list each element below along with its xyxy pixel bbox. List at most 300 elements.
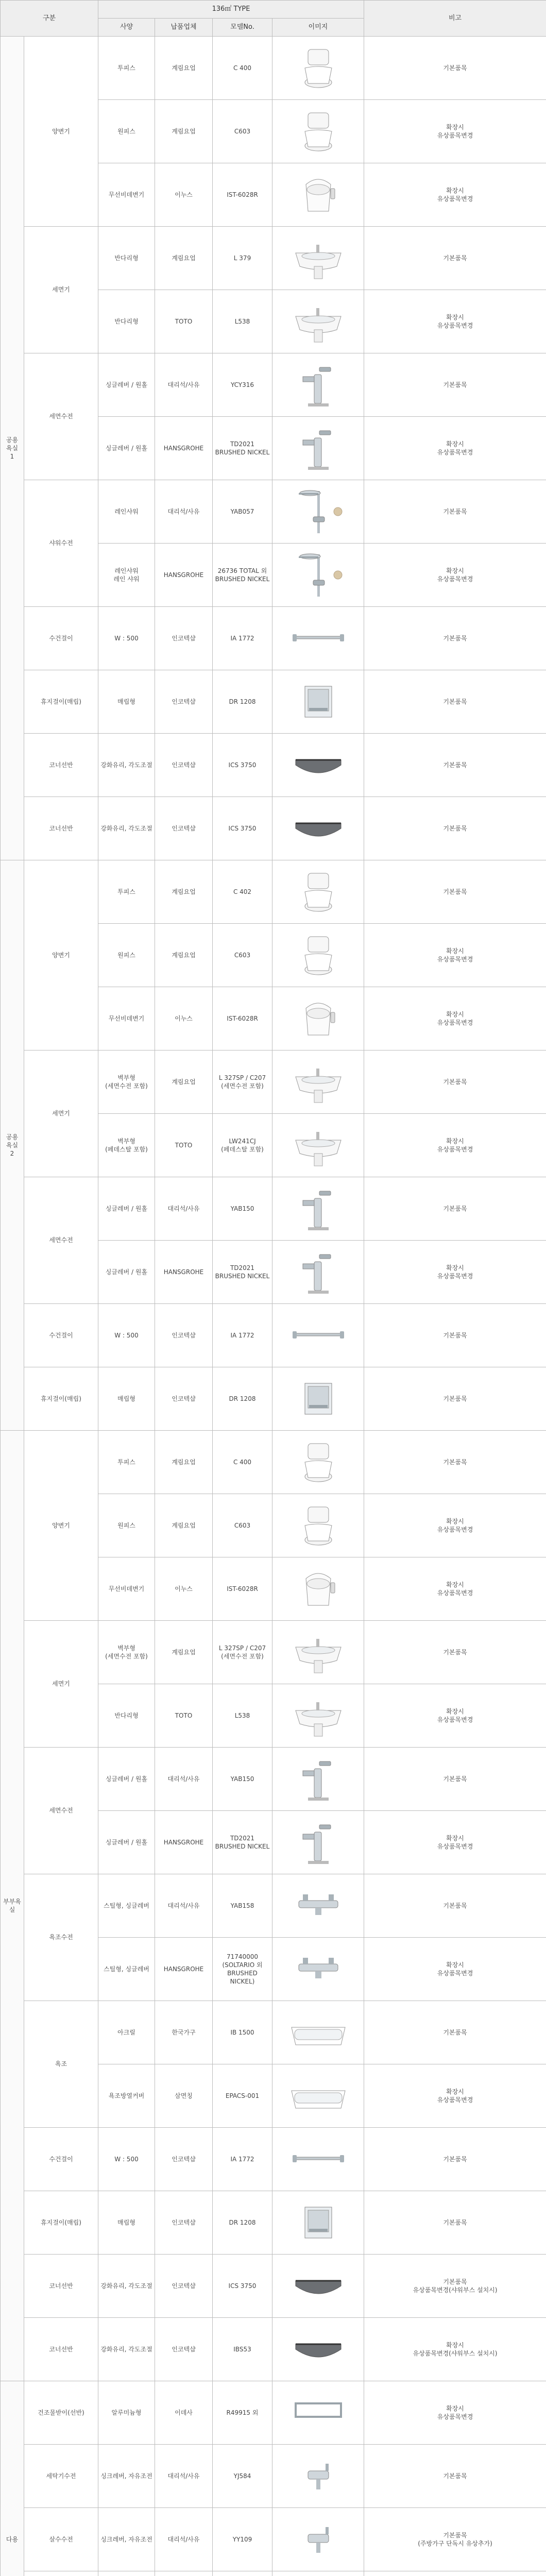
image-cell (272, 163, 364, 227)
header-type-group: 136㎡ TYPE (98, 1, 364, 19)
image-cell (272, 1241, 364, 1304)
remark-cell: 기본품목 (364, 227, 546, 290)
image-cell (272, 1621, 364, 1684)
brand-cell: 인코텍샵 (155, 2255, 213, 2318)
spec-cell: 싱글레버 / 원홀 (98, 1241, 155, 1304)
model-cell: IST-6028R (213, 987, 272, 1050)
toilet-bidet-image (274, 169, 362, 221)
brand-cell: 대리석/사유 (155, 480, 213, 544)
brand-cell: 인코텍샵 (155, 1304, 213, 1367)
image-cell (272, 1050, 364, 1114)
location-cell: 양변기 (24, 1431, 98, 1621)
brand-cell: 인코텍샵 (155, 2191, 213, 2255)
image-cell (272, 2318, 364, 2381)
brand-cell: 대리석/사유 (155, 1748, 213, 1811)
table-row (1, 1748, 546, 1811)
image-cell (272, 227, 364, 290)
table-row (1, 1304, 546, 1367)
table-row (1, 2571, 546, 2576)
table-row (1, 734, 546, 797)
model-cell: DR 1208 (213, 670, 272, 734)
image-cell (272, 2571, 364, 2576)
header-location: 사양 (98, 19, 155, 37)
header-model: 모델No. (213, 19, 272, 37)
toilet-image (274, 929, 362, 981)
spec-cell: 레인샤워 (98, 480, 155, 544)
model-cell: YAB057 (213, 480, 272, 544)
spec-cell: 싱글레버 / 원홀 (98, 1177, 155, 1241)
header-brand: 납품업체 (155, 19, 213, 37)
model-cell: TD2021 BRUSHED NICKEL (213, 417, 272, 480)
remark-cell: 확장시 유상품목변경 (364, 1684, 546, 1748)
remark-cell: 확장시 유상품목변경 (364, 1811, 546, 1874)
remark-cell: 확장시 유상품목변경 (364, 1241, 546, 1304)
location-cell: 세면수전 (24, 1177, 98, 1304)
bathtub-image (274, 2070, 362, 2122)
spec-cell: 매립형 (98, 670, 155, 734)
model-cell: C603 (213, 100, 272, 163)
remark-cell: 기본품목 (364, 1050, 546, 1114)
image-cell (272, 1367, 364, 1431)
spec-cell: 매립형 (98, 1367, 155, 1431)
basin-image (274, 1056, 362, 1108)
spec-cell: 벽부형 (세면수전 포함) (98, 1621, 155, 1684)
spec-cell: 싱글레버 / 원홀 (98, 1811, 155, 1874)
location-cell: 코너선반 (24, 797, 98, 860)
model-cell: C 402 (213, 860, 272, 924)
corner-image (274, 739, 362, 791)
brand-cell: HANSGROHE (155, 1938, 213, 2001)
remark-cell: 기본품목 유상품목변경(샤워부스 설치시) (364, 2255, 546, 2318)
brand-cell: 계림요업 (155, 1494, 213, 1557)
location-cell: 수건걸이 (24, 1304, 98, 1367)
model-cell: TD2021 BRUSHED NICKEL (213, 1811, 272, 1874)
location-cell: 건조물받이(선반) (24, 2381, 98, 2445)
model-cell: YY109 (213, 2508, 272, 2571)
model-cell: C603 (213, 924, 272, 987)
brand-cell: HANSGROHE (155, 544, 213, 607)
spec-cell: 무선비데변기 (98, 987, 155, 1050)
model-cell: IST-6028R (213, 1557, 272, 1621)
spec-cell: 아크릴 (98, 2001, 155, 2064)
image-cell (272, 607, 364, 670)
spec-cell: 반다리형 (98, 227, 155, 290)
basin-image (274, 232, 362, 284)
washfaucet-image (274, 2514, 362, 2565)
image-cell (272, 1684, 364, 1748)
model-cell: L 379 (213, 227, 272, 290)
header-remark: 비고 (364, 1, 546, 37)
brand-cell: 인코텍샵 (155, 797, 213, 860)
location-cell: 세면수전 (24, 1748, 98, 1874)
location-cell: 욕조수전 (24, 1874, 98, 2001)
brand-cell: TOTO (155, 290, 213, 353)
location-cell: 샤워수전 (24, 480, 98, 607)
corner-image (274, 2324, 362, 2375)
remark-cell: 기본품목 (364, 1367, 546, 1431)
image-cell (272, 544, 364, 607)
group-label: 공용 욕실 1 (1, 37, 24, 860)
spec-cell: 강화유리, 각도조절 (98, 2255, 155, 2318)
brand-cell: 대리석/사유 (155, 2445, 213, 2508)
faucet-image (274, 1753, 362, 1805)
model-cell: DR 1208 (213, 1367, 272, 1431)
image-cell (272, 1557, 364, 1621)
location-cell: 휴지걸이(매립) (24, 670, 98, 734)
remark-cell: 기본품목 (364, 1621, 546, 1684)
model-cell: L538 (213, 1684, 272, 1748)
brand-cell: 계림요업 (155, 37, 213, 100)
brand-cell: 인코텍샵 (155, 2318, 213, 2381)
washfaucet-image (274, 2450, 362, 2502)
faucet-image (274, 422, 362, 474)
table-header (1, 1, 546, 37)
towelbar-image (274, 2133, 362, 2185)
location-cell: 욕조 (24, 2001, 98, 2128)
model-cell: R49915 외 (213, 2381, 272, 2445)
spec-cell: 스틸형, 싱글레버 (98, 1874, 155, 1938)
header-section: 구분 (1, 1, 98, 37)
image-cell (272, 1114, 364, 1177)
table-row (1, 2255, 546, 2318)
image-cell (272, 353, 364, 417)
image-cell (272, 417, 364, 480)
remark-cell: 확장시 유상품목변경 (364, 163, 546, 227)
remark-cell: 기본품목 (364, 1304, 546, 1367)
image-cell (272, 924, 364, 987)
model-cell: IST-6028R (213, 163, 272, 227)
rack-image (274, 2387, 362, 2438)
table-row (1, 2445, 546, 2508)
table-row (1, 353, 546, 417)
model-cell: TD2021 BRUSHED NICKEL (213, 1241, 272, 1304)
spec-cell: 벽부형 (페데스탈 포함) (98, 1114, 155, 1177)
image-cell (272, 1811, 364, 1874)
brand-cell: 대리석/사유 (155, 1177, 213, 1241)
remark-cell: 확장시 유상품목변경 (364, 290, 546, 353)
image-cell (272, 37, 364, 100)
model-cell (213, 2571, 272, 2576)
table-row (1, 860, 546, 924)
table-row (1, 2128, 546, 2191)
remark-cell: 기본품목 (364, 2001, 546, 2064)
spec-cell: 투피스 (98, 860, 155, 924)
remark-cell: 기본품목 (364, 37, 546, 100)
brand-cell: 계림요업 (155, 860, 213, 924)
brand-cell: HANSGROHE (155, 1811, 213, 1874)
remark-cell: 확장시 유상품목변경 (364, 2064, 546, 2128)
spec-cell: 레인샤워 레인 샤워 (98, 544, 155, 607)
model-cell: C603 (213, 1494, 272, 1557)
model-cell: YAB150 (213, 1748, 272, 1811)
spec-cell: 투피스 (98, 37, 155, 100)
model-cell: ICS 3750 (213, 734, 272, 797)
paperholder-image (274, 676, 362, 727)
brand-cell: 계림요업 (155, 1050, 213, 1114)
image-cell (272, 480, 364, 544)
image-cell (272, 1748, 364, 1811)
image-cell (272, 1938, 364, 2001)
remark-cell: 확장시 유상품목변경(샤워부스 설치시) (364, 2318, 546, 2381)
model-cell: L 327SP / C207 (세면수전 포함) (213, 1621, 272, 1684)
image-cell (272, 1304, 364, 1367)
image-cell (272, 2001, 364, 2064)
brand-cell: TOTO (155, 1684, 213, 1748)
spec-cell: 싱글레버 / 원홀 (98, 353, 155, 417)
image-cell (272, 1177, 364, 1241)
brand-cell: 이누스 (155, 163, 213, 227)
spec-cell: 원피스 (98, 1494, 155, 1557)
location-cell: 휴지걸이(매립) (24, 1367, 98, 1431)
table-row (1, 1621, 546, 1684)
basin-image (274, 296, 362, 347)
brand-cell: 인코텍샵 (155, 1367, 213, 1431)
image-cell (272, 2128, 364, 2191)
brand-cell: 이누스 (155, 1557, 213, 1621)
remark-cell: 확장시 유상품목변경 (364, 1114, 546, 1177)
faucet-image (274, 1246, 362, 1298)
image-cell (272, 290, 364, 353)
brand-cell: 계림요업 (155, 227, 213, 290)
bathfaucet-image (274, 1943, 362, 1995)
remark-cell: 기본품목 (364, 1874, 546, 1938)
brand-cell: 이데사 (155, 2381, 213, 2445)
brand-cell: HANSGROHE (155, 1241, 213, 1304)
faucet-image (274, 1817, 362, 1868)
corner-image (274, 803, 362, 854)
location-cell (24, 2571, 98, 2576)
brand-cell: 인코텍샵 (155, 670, 213, 734)
toilet-image (274, 866, 362, 918)
spec-cell: 투피스 (98, 1431, 155, 1494)
remark-cell: 기본품목 (364, 797, 546, 860)
spec-cell: 원피스 (98, 924, 155, 987)
brand-cell: 이누스 (155, 987, 213, 1050)
brand-cell: 계림요업 (155, 924, 213, 987)
remark-cell: 확장시 유상품목변경 (364, 1557, 546, 1621)
location-cell: 세면기 (24, 227, 98, 353)
location-cell: 수건걸이 (24, 2128, 98, 2191)
model-cell: C 400 (213, 37, 272, 100)
toilet-bidet-image (274, 993, 362, 1044)
brand-cell: 삼면칭 (155, 2064, 213, 2128)
remark-cell: 확장시 유상품목변경 (364, 544, 546, 607)
spec-cell: 강화유리, 각도조절 (98, 734, 155, 797)
shower-image (274, 486, 362, 537)
spec-cell: 강화유리, 각도조절 (98, 797, 155, 860)
spec-cell: 강화유리, 각도조절 (98, 2318, 155, 2381)
image-cell (272, 797, 364, 860)
remark-cell: 확장시 유상품목변경 (364, 100, 546, 163)
model-cell: YAB150 (213, 1177, 272, 1241)
remark-cell: 기본품목 (364, 1431, 546, 1494)
table-row (1, 37, 546, 100)
model-cell: L538 (213, 290, 272, 353)
remark-cell: 확장시 유상품목변경 (364, 1494, 546, 1557)
model-cell: IB 1500 (213, 2001, 272, 2064)
location-cell: 휴지걸이(매립) (24, 2191, 98, 2255)
model-cell: YAB158 (213, 1874, 272, 1938)
location-cell: 양변기 (24, 860, 98, 1050)
brand-cell: 계림요업 (155, 100, 213, 163)
image-cell (272, 734, 364, 797)
table-row (1, 1050, 546, 1114)
bathtub-image (274, 2007, 362, 2058)
table-row (1, 1177, 546, 1241)
location-cell: 세탁기수전 (24, 2445, 98, 2508)
group-label: 부부욕실 (1, 1431, 24, 2381)
remark-cell: 확장시 유상품목변경 (364, 2381, 546, 2445)
model-cell: C 400 (213, 1431, 272, 1494)
spec-cell: 반다리형 (98, 290, 155, 353)
image-cell (272, 987, 364, 1050)
model-cell: EPACS-001 (213, 2064, 272, 2128)
remark-cell: 확장시 유상품목변경 (364, 1938, 546, 2001)
location-cell: 양변기 (24, 37, 98, 227)
remark-cell: 기본품목 (364, 1748, 546, 1811)
table-row (1, 1431, 546, 1494)
remark-cell: 확장시 유상품목변경 (364, 987, 546, 1050)
paperholder-image (274, 2197, 362, 2248)
remark-cell: 기본품목 (364, 2445, 546, 2508)
remark-cell: 기본품목 (364, 353, 546, 417)
model-cell: LW241CJ (페데스탈 포함) (213, 1114, 272, 1177)
location-cell: 살수수전 (24, 2508, 98, 2571)
table-row (1, 227, 546, 290)
faucet-image (274, 359, 362, 411)
brand-cell: 인코텍샵 (155, 2128, 213, 2191)
table-row (1, 2381, 546, 2445)
model-cell: IA 1772 (213, 2128, 272, 2191)
paperholder-image (274, 1373, 362, 1425)
spec-cell: 싱크레버, 자유조전 (98, 2445, 155, 2508)
image-cell (272, 2255, 364, 2318)
spec-cell: 매립형 (98, 2191, 155, 2255)
model-cell: 26736 TOTAL 외 BRUSHED NICKEL (213, 544, 272, 607)
group-label: 다용 (1, 2381, 24, 2576)
toilet-image (274, 1500, 362, 1551)
location-cell: 세면기 (24, 1050, 98, 1177)
location-cell: 수건걸이 (24, 607, 98, 670)
brand-cell: 인코텍샵 (155, 734, 213, 797)
table-row (1, 2318, 546, 2381)
remark-cell: 기본품목 (364, 734, 546, 797)
basin-image (274, 1626, 362, 1678)
spec-cell: W : 500 (98, 2128, 155, 2191)
spec-cell: 싱글레버 / 원홀 (98, 417, 155, 480)
image-cell (272, 2381, 364, 2445)
remark-cell: 확장시 유상품목변경 (364, 417, 546, 480)
towelbar-image (274, 1310, 362, 1361)
image-cell (272, 1431, 364, 1494)
model-cell: ICS 3750 (213, 797, 272, 860)
remark-cell: 기본품목 (364, 480, 546, 544)
model-cell: 71740000 (SOLTARIO 외 BRUSHED NICKEL) (213, 1938, 272, 2001)
image-cell (272, 100, 364, 163)
brand-cell: HANSGROHE (155, 417, 213, 480)
towelbar-image (274, 613, 362, 664)
model-cell: IBS53 (213, 2318, 272, 2381)
image-cell (272, 860, 364, 924)
spec-cell: 반다리형 (98, 1684, 155, 1748)
image-cell (272, 2191, 364, 2255)
basin-image (274, 1120, 362, 1171)
toilet-image (274, 1436, 362, 1488)
table-row (1, 1367, 546, 1431)
toilet-bidet-image (274, 1563, 362, 1615)
image-cell (272, 1874, 364, 1938)
table-row (1, 607, 546, 670)
location-cell: 코너선반 (24, 2318, 98, 2381)
spec-cell: W : 500 (98, 1304, 155, 1367)
spec-cell (98, 2571, 155, 2576)
remark-cell: 기본품목 (주방가구 단독시 유상추가) (364, 2508, 546, 2571)
brand-cell: 대리석/사유 (155, 2508, 213, 2571)
brand-cell: 대리석/사유 (155, 1874, 213, 1938)
remark-cell: 확장시 유상품목변경 (364, 924, 546, 987)
model-cell: IA 1772 (213, 607, 272, 670)
spec-cell: 무선비데변기 (98, 163, 155, 227)
table-row (1, 670, 546, 734)
remark-cell: 기본품목 (364, 2128, 546, 2191)
location-cell: 세면기 (24, 1621, 98, 1748)
remark-cell: 기본품목 (364, 670, 546, 734)
toilet-image (274, 42, 362, 94)
group-label: 공용 욕실 2 (1, 860, 24, 1431)
bathfaucet-image (274, 1880, 362, 1931)
image-cell (272, 2064, 364, 2128)
image-cell (272, 1494, 364, 1557)
brand-cell: 대리석/사유 (155, 353, 213, 417)
table-row (1, 2191, 546, 2255)
model-cell: L 327SP / C207 (세면수전 포함) (213, 1050, 272, 1114)
location-cell: 세면수전 (24, 353, 98, 480)
spec-cell: 스틸형, 싱글레버 (98, 1938, 155, 2001)
corner-image (274, 2260, 362, 2312)
header-image: 이미지 (272, 19, 364, 37)
image-cell (272, 670, 364, 734)
remark-cell: 기본품목 (364, 1177, 546, 1241)
model-cell: IA 1772 (213, 1304, 272, 1367)
location-cell: 코너선반 (24, 734, 98, 797)
remark-cell (364, 2571, 546, 2576)
spec-cell: 원피스 (98, 100, 155, 163)
shower-image (274, 549, 362, 601)
spec-cell: 싱크레버, 자유조전 (98, 2508, 155, 2571)
spec-cell: 싱글레버 / 원홀 (98, 1748, 155, 1811)
spec-cell: W : 500 (98, 607, 155, 670)
brand-cell: 한국가구 (155, 2001, 213, 2064)
faucet-image (274, 1183, 362, 1234)
table-row (1, 2508, 546, 2571)
remark-cell: 기본품목 (364, 2191, 546, 2255)
basin-image (274, 1690, 362, 1741)
remark-cell: 기본품목 (364, 860, 546, 924)
model-cell: YCY316 (213, 353, 272, 417)
location-cell: 코너선반 (24, 2255, 98, 2318)
spec-cell: 벽부형 (세면수전 포함) (98, 1050, 155, 1114)
table-row (1, 2001, 546, 2064)
brand-cell (155, 2571, 213, 2576)
model-cell: YJ584 (213, 2445, 272, 2508)
table-body (1, 37, 546, 2576)
model-cell: ICS 3750 (213, 2255, 272, 2318)
table-row (1, 480, 546, 544)
spec-cell: 욕조방열커버 (98, 2064, 155, 2128)
image-cell (272, 2445, 364, 2508)
remark-cell: 기본품목 (364, 607, 546, 670)
spec-cell: 무선비데변기 (98, 1557, 155, 1621)
